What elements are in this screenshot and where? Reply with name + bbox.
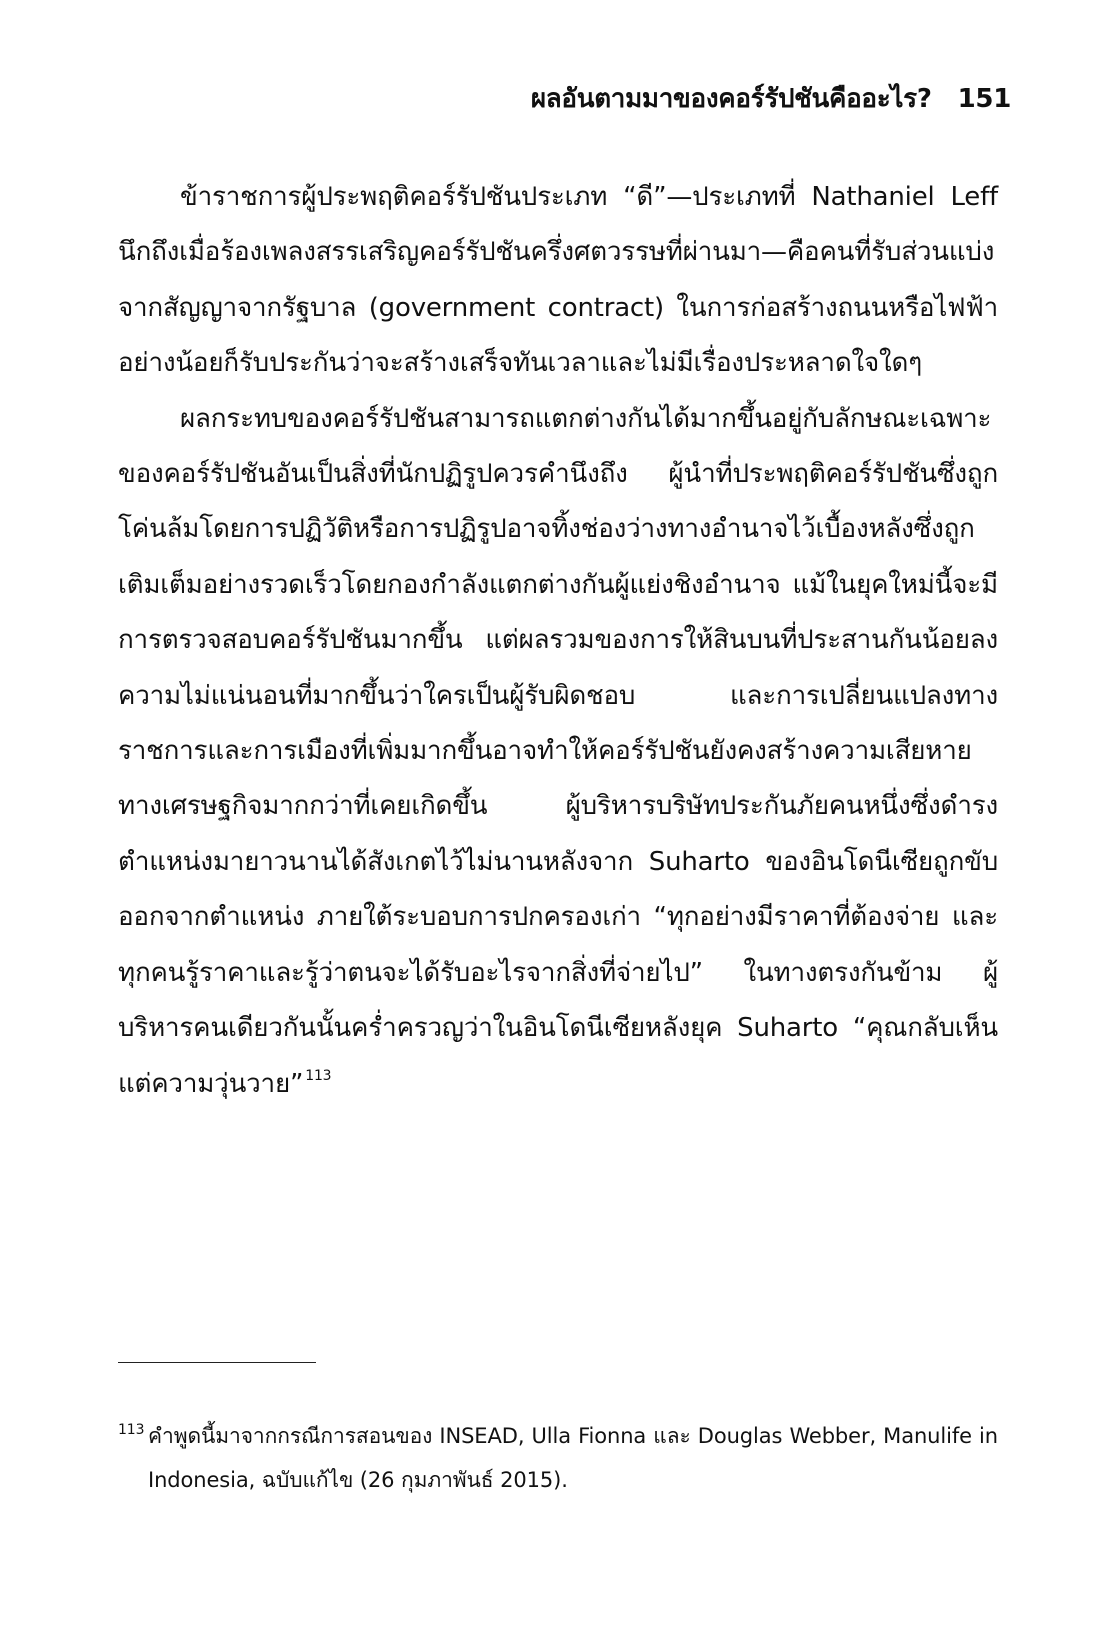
paragraph-1 [118,170,998,392]
footnote-divider [118,1362,316,1363]
chapter-title: ผลอันตามมาของคอร์รัปชันคืออะไร? [530,84,932,114]
footnote [118,1414,998,1502]
paragraph-2 [118,392,998,1112]
running-header [531,78,1011,119]
paragraph-1-text: ข้าราชการผู้ประพฤติคอร์รัปชันประเภท “ดี”—ประเภทที่ Nathaniel Leff นึกถึงเมื่อร้องเพลงสรรเสริญคอร์รัปชันครึ่งศตวรรษที่ผ่านมา—คือคนที่รับส่วนแบ่งจากสัญญาจากรัฐบาล (government contract) ในการก่อสร้างถนนหรือไฟฟ้า อย่างน้อยก็รับประกันว่าจะสร้างเสร็จทันเวลาและไม่มีเรื่องประหลาดใจใดๆ [118,182,998,379]
body-text [118,170,998,1112]
page-number: 151 [957,84,1011,114]
footnote-number: 113 [118,1422,145,1438]
paragraph-2-text: ผลกระทบของคอร์รัปชันสามารถแตกต่างกันได้มากขึ้นอยู่กับลักษณะเฉพาะของคอร์รัปชันอันเป็นสิ่งที่นักปฏิรูปควรคำนึงถึง ผู้นำที่ประพฤติคอร์รัปชันซึ่งถูกโค่นล้มโดยการปฏิวัติหรือการปฏิรูปอาจทิ้งช่องว่างทางอำนาจไว้เบื้องหลังซึ่งถูกเติมเต็มอย่างรวดเร็วโดยกองกำลังแตกต่างกันผู้แย่งชิงอำนาจ แม้ในยุคใหม่นี้จะมีการตรวจสอบคอร์รัปชันมากขึ้น แต่ผลรวมของการให้สินบนที่ประสานกันน้อยลง ความไม่แน่นอนที่มากขึ้นว่าใครเป็นผู้รับผิดชอบ และการเปลี่ยนแปลงทางราชการและการเมืองที่เพิ่มมากขึ้นอาจทำให้คอร์รัปชันยังคงสร้างความเสียหายทางเศรษฐกิจมากกว่าที่เคยเกิดขึ้น ผู้บริหารบริษัทประกันภัยคนหนึ่งซึ่งดำรงตำแหน่งมายาวนานได้สังเกตไว้ไม่นานหลังจาก Suharto ของอินโดนีเซียถูกขับออกจากตำแหน่ง ภายใต้ระบอบการปกครองเก่า “ทุกอย่างมีราคาที่ต้องจ่าย และทุกคนรู้ราคาและรู้ว่าตนจะได้รับอะไรจากสิ่งที่จ่ายไป” ในทางตรงกันข้าม ผู้บริหารคนเดียวกันนั้นคร่ำครวญว่าในอินโดนีเซียหลังยุค Suharto “คุณกลับเห็นแต่ความวุ่นวาย” [118,403,998,1099]
footnote-text: คำพูดนี้มาจากกรณีการสอนของ INSEAD, Ulla Fionna และ Douglas Webber, Manulife in Indonesia, ฉบับแก้ไข (26 กุมภาพันธ์ 2015). [148,1424,998,1492]
footnote-reference[interactable]: 113 [305,1067,332,1084]
